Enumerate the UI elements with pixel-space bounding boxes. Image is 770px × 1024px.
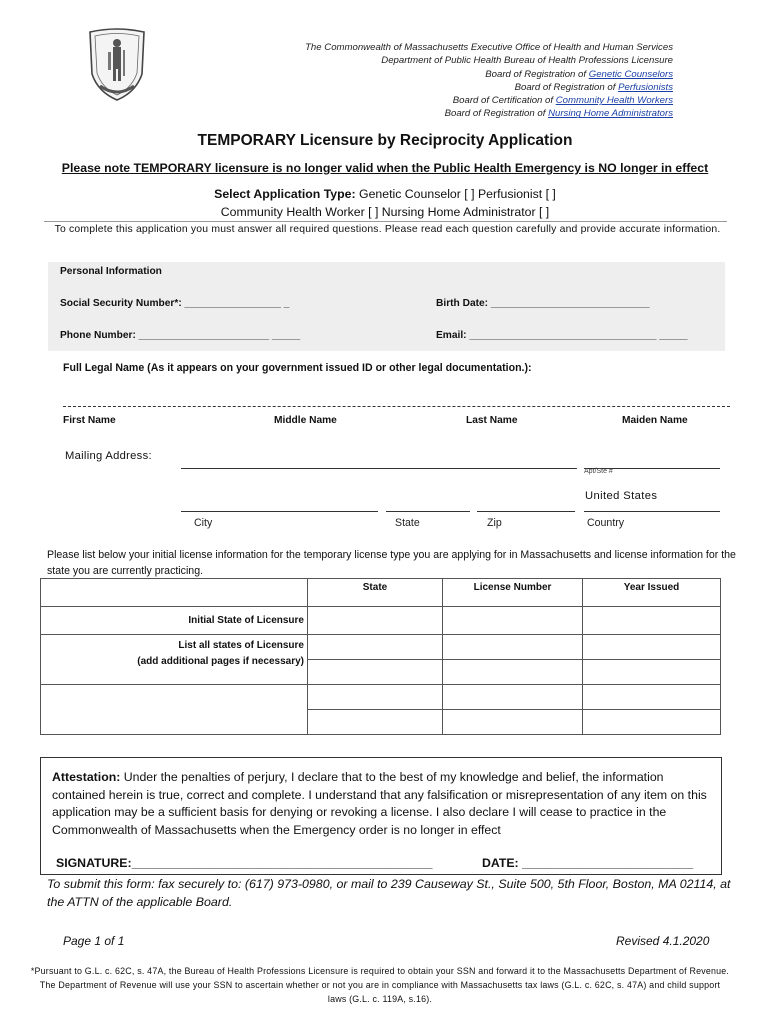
full-legal-name-input[interactable] — [63, 406, 730, 407]
license-number-cell[interactable] — [443, 635, 583, 660]
license-intro: Please list below your initial license information for the temporary license type you are applying for in Massachusetts and license information for the state you are currently practicing. — [47, 549, 736, 577]
state-input[interactable] — [386, 511, 470, 512]
country-label: Country — [587, 517, 625, 529]
license-number-cell[interactable] — [443, 685, 583, 710]
application-type-selector[interactable] — [0, 185, 770, 221]
header-line-1: The Commonwealth of Massachusetts Executive Office of Health and Human Services — [305, 42, 673, 53]
state-cell[interactable] — [308, 635, 443, 660]
country-value[interactable]: United States — [585, 490, 658, 502]
community-health-workers-link[interactable]: Community Health Workers — [555, 95, 673, 107]
signature-field[interactable]: SIGNATURE:____________________________________________ — [56, 856, 433, 870]
birth-date-field[interactable]: Birth Date: ____________________________ — [436, 298, 650, 309]
year-cell[interactable] — [583, 660, 721, 685]
header-board-4: Board of Registration of Nursing Home Administrators — [444, 108, 673, 120]
license-table — [40, 578, 721, 735]
header-board-1: Board of Registration of Genetic Counselors — [485, 68, 673, 80]
initial-year-cell[interactable] — [583, 607, 721, 635]
date-field[interactable]: DATE: _________________________ — [482, 856, 694, 870]
header-board-2: Board of Registration of Perfusionists — [514, 81, 673, 93]
personal-info-heading: Personal Information — [60, 266, 162, 277]
table-row — [41, 710, 721, 735]
year-cell[interactable] — [583, 685, 721, 710]
phone-field[interactable]: Phone Number: _______________________ _____ — [60, 330, 301, 341]
zip-input[interactable] — [477, 511, 575, 512]
year-issued-column-header: Year Issued — [583, 579, 721, 607]
city-input[interactable] — [181, 511, 378, 512]
agency-header — [305, 41, 673, 121]
street-address-input[interactable] — [181, 468, 577, 469]
initial-license-number-cell[interactable] — [443, 607, 583, 635]
table-row — [41, 607, 721, 635]
application-type-options-2[interactable]: Community Health Worker [ ] Nursing Home Administrator [ ] — [220, 205, 550, 219]
ssn-field[interactable]: Social Security Number*: _________________ _ — [60, 298, 290, 309]
header-board-3: Board of Certification of Community Health Workers — [452, 95, 673, 107]
header-line-2: Department of Public Health Bureau of Health Professions Licensure — [381, 55, 673, 67]
license-number-column-header: License Number — [443, 579, 583, 607]
massachusetts-seal-logo — [86, 26, 148, 102]
year-cell[interactable] — [583, 635, 721, 660]
full-legal-name-label: Full Legal Name (As it appears on your government issued ID or other legal documentation.): — [63, 362, 532, 374]
first-name-label: First Name — [63, 415, 116, 426]
license-number-cell[interactable] — [443, 660, 583, 685]
genetic-counselors-link[interactable]: Genetic Counselors — [588, 68, 673, 80]
revised-date: Revised 4.1.2020 — [616, 934, 710, 948]
submission-instructions: To submit this form: fax securely to: (617) 973-0980, or mail to 239 Causeway St., Suite 500, 5th Floor, Boston, MA 02114, at the ATTN of the applicable Board. — [47, 877, 731, 909]
initial-state-label: Initial State of Licensure — [41, 607, 308, 635]
page-number: Page 1 of 1 — [63, 934, 125, 948]
city-label: City — [194, 517, 213, 529]
application-type-options-1[interactable]: Genetic Counselor [ ] Perfusionist [ ] — [355, 187, 556, 201]
email-field[interactable]: Email: _________________________________ _____ — [436, 330, 688, 341]
perfusionists-link[interactable]: Perfusionists — [618, 81, 673, 93]
all-states-label: List all states of Licensure (add additional pages if necessary) — [41, 635, 308, 685]
attestation-text: Attestation: Under the penalties of perjury, I declare that to the best of my knowledge and belief, the information contained herein is true, correct and complete. I understand that any falsification or misrepresentation of any item on this application may be a sufficient basis for denying or revoking a license. I also declare I will cease to practice in the Commonwealth of Massachusetts when the Emergency order is no longer in effect — [52, 770, 707, 837]
zip-label: Zip — [487, 517, 502, 529]
license-number-cell[interactable] — [443, 710, 583, 735]
initial-state-cell[interactable] — [308, 607, 443, 635]
state-cell[interactable] — [308, 710, 443, 735]
middle-name-label: Middle Name — [274, 415, 337, 426]
form-title: TEMPORARY Licensure by Reciprocity Application — [197, 132, 573, 149]
state-cell[interactable] — [308, 660, 443, 685]
country-input[interactable] — [584, 511, 720, 512]
last-name-label: Last Name — [466, 415, 518, 426]
maiden-name-label: Maiden Name — [622, 415, 688, 426]
ssn-footnote: *Pursuant to G.L. c. 62C, s. 47A, the Bureau of Health Professions Licensure is required to obtain your SSN and forward it to the Massachusetts Department of Revenue. The Department of Revenue will use your SSN to ascertain whether or not you are in compliance with Massachusetts tax laws (G.L. c. 62C, s. 47A) and child support laws (G.L. c. 119A, s.16). — [30, 966, 730, 1004]
state-label: State — [395, 517, 420, 529]
table-row — [41, 685, 721, 710]
year-cell[interactable] — [583, 710, 721, 735]
mailing-address-label: Mailing Address: — [65, 450, 152, 462]
state-cell[interactable] — [308, 685, 443, 710]
table-header-row — [41, 579, 721, 607]
emergency-note: Please note TEMPORARY licensure is no longer valid when the Public Health Emergency is NO longer in effect — [61, 161, 709, 175]
nursing-home-administrators-link[interactable]: Nursing Home Administrators — [548, 108, 673, 120]
table-row — [41, 635, 721, 660]
apt-ste-label: Apt/Ste # — [584, 468, 613, 475]
state-column-header: State — [308, 579, 443, 607]
instructions: To complete this application you must answer all required questions. Please read each question carefully and provide accurate information. — [54, 224, 721, 235]
application-type-label: Select Application Type: — [214, 187, 356, 201]
